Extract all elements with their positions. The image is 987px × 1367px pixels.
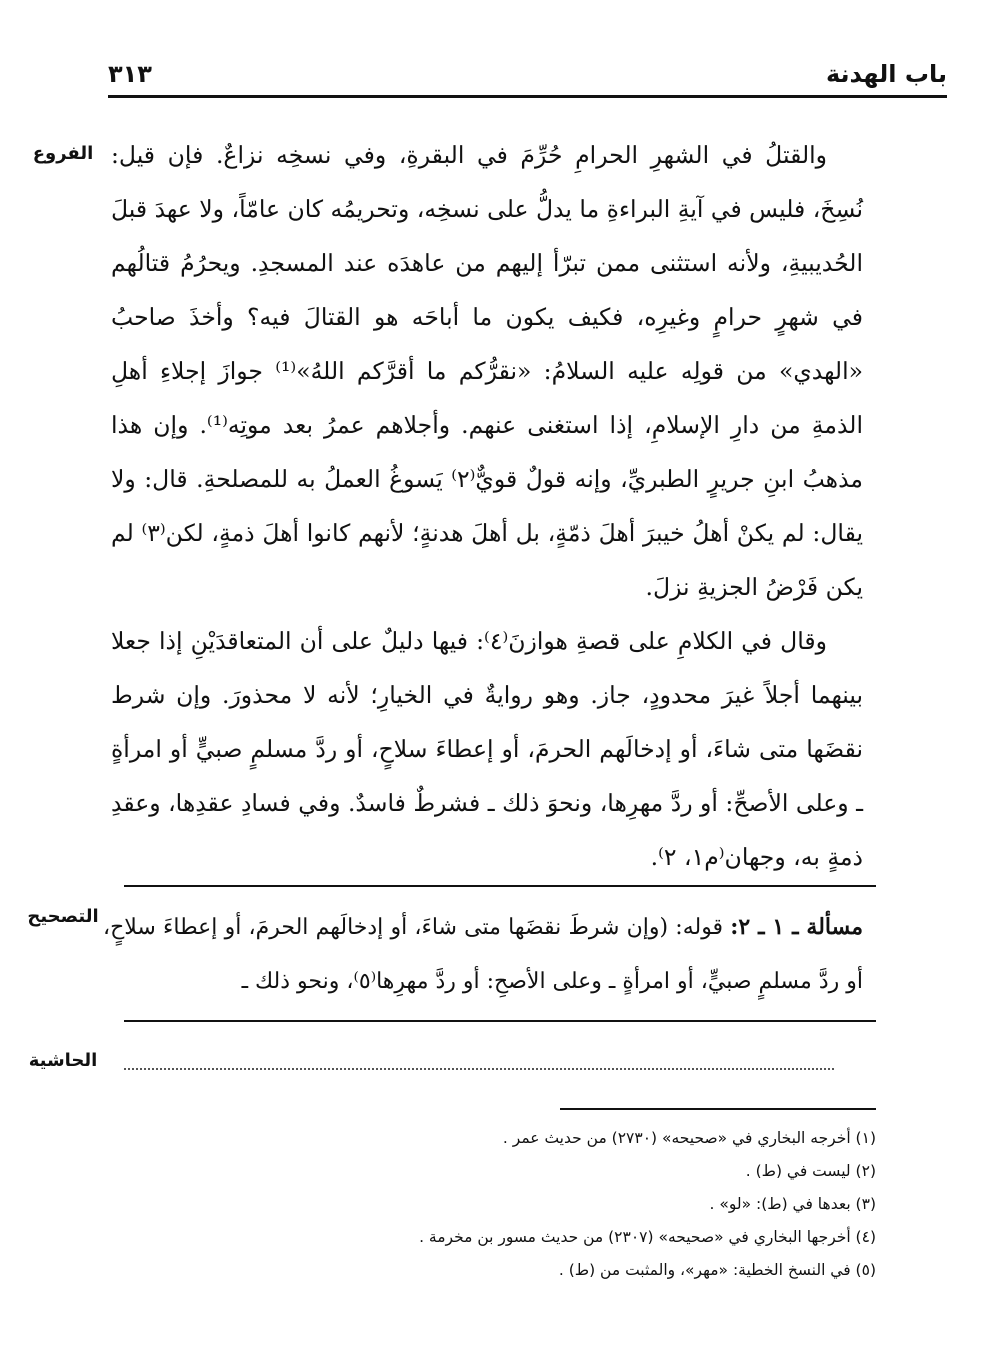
footnote-item: (٢) ليست في (ط) . bbox=[745, 1162, 876, 1180]
footnote-item: (٤) أخرجها البخاري في «صحيحه» (٢٣٠٧) من حديث مسور بن مخرمة . bbox=[419, 1228, 876, 1246]
main-paragraph-2: وقال في الكلامِ على قصةِ هوازنَ⁽٤⁾: فيها دليلٌ على أن المتعاقدَيْنِ إذا جعلا بينهما أجلاً غيرَ محدودٍ، جاز. وهو روايةٌ في الخيارِ؛ لأنه لا محذورَ. وإن شرط نقضَها متى شاءَ، أو إدخالَهم الحرمَ، أو إعطاءَ سلاحٍ، أو ردَّ مسلمٍ صبيٍّ أو امرأةٍ ـ وعلى الأصحِّ: أو ردَّ مهرِها، ونحوَ ذلك ـ فشرطٌ فاسدٌ. وفي فسادِ عقدِها، وعقدِ ذمةٍ به، وجهان⁽م١، ٢⁾. bbox=[111, 627, 863, 871]
hashiya-dotted-line bbox=[124, 1068, 834, 1070]
correction-label: مسألة ـ ١ ـ ٢: bbox=[730, 914, 864, 940]
side-label-tashih: التصحيح bbox=[27, 906, 99, 927]
footnotes bbox=[116, 1122, 876, 1287]
running-header bbox=[108, 58, 947, 98]
footnote-item: (١) أخرجه البخاري في «صحيحه» (٢٧٣٠) من حديث عمر . bbox=[502, 1129, 876, 1147]
section-rule-top bbox=[124, 885, 876, 887]
main-paragraph-1: والقتلُ في الشهرِ الحرامِ حُرِّمَ في البقرةِ، وفي نسخِه نزاعٌ. فإن قيل: نُسِخَ، فليس في آيةِ البراءةِ ما يدلُّ على نسخِه، وتحريمُه كان عامّاً، ولا عهدَ قبلَ الحُديبيةِ، ولأنه استثنى ممن تبرّأ إليهم من عاهدَه عند المسجدِ. ويحرُمُ قتالُهم في شهرٍ حرامٍ وغيرِه، فكيف يكون ما أباحَه هو القتالَ فيه؟ وأخذَ صاحبُ «الهدي» من قولِه عليه السلامُ: «نقرُّكم ما أقرَّكم اللهُ»⁽¹⁾ جوازَ إجلاءِ أهلِ الذمةِ من دارِ الإسلامِ، إذا استغنى عنهم. وأجلاهم عمرُ بعد موتِه⁽¹⁾. وإن هذا مذهبُ ابنِ جريرٍ الطبريِّ، وإنه قولٌ قويٌّ⁽٢⁾ يَسوغُ العملُ به للمصلحةِ. قال: ولا يقال: لم يكنْ أهلُ خيبرَ أهلَ ذمّةٍ، بل أهلَ هدنةٍ؛ لأنهم كانوا أهلَ ذمةٍ، لكن⁽٣⁾ لم يكن فَرْضُ الجزيةِ نزلَ. bbox=[111, 141, 863, 601]
footnote-rule bbox=[560, 1108, 876, 1110]
side-label-hashiya: الحاشية bbox=[28, 1050, 98, 1071]
page-number: ٣١٣ bbox=[108, 60, 152, 88]
section-rule-bottom bbox=[124, 1020, 876, 1022]
correction-text bbox=[103, 900, 863, 1009]
correction-body: قوله: (وإن شرطَ نقضَها متى شاءَ، أو إدخالَهم الحرمَ، أو إعطاءَ سلاحٍ، أو ردَّ مسلمٍ صبيٍّ، أو امرأةٍ ـ وعلى الأصحِ: أو ردَّ مهرِها⁽٥⁾، ونحو ذلك ـ bbox=[103, 915, 863, 994]
chapter-title: باب الهدنة bbox=[825, 60, 947, 88]
main-text bbox=[111, 128, 863, 884]
footnote-item: (٥) في النسخ الخطية: «مهر»، والمثبت من (ط) . bbox=[558, 1261, 876, 1279]
side-label-furu: الفروع bbox=[32, 143, 94, 164]
header-rule bbox=[108, 95, 947, 98]
footnote-item: (٣) بعدها في (ط): «لو» . bbox=[709, 1195, 876, 1213]
